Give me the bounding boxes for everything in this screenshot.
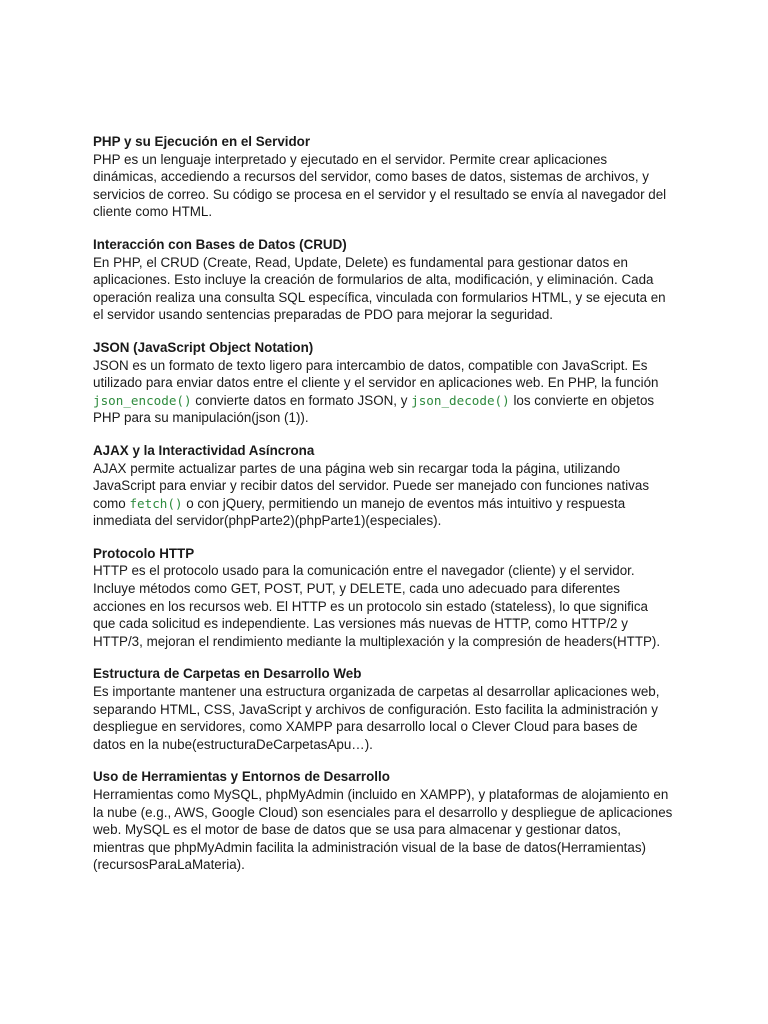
code-fetch: fetch() — [129, 495, 183, 511]
section-heading: Interacción con Bases de Datos (CRUD) — [93, 236, 347, 252]
code-json-decode: json_decode() — [411, 392, 510, 408]
document-page — [93, 133, 673, 889]
section-heading: PHP y su Ejecución en el Servidor — [93, 134, 311, 149]
section-body — [93, 460, 673, 530]
section-body: Herramientas como MySQL, phpMyAdmin (incluido en XAMPP), y plataformas de alojamiento en la nube (e.g., AWS, Google Cloud) son esenciales para el desarrollo y despliegue de aplicaciones web. MySQL es el motor de base de datos que se usa para almacenar y gestionar datos, mientras que phpMyAdmin facilita la administración visual de la base de datos(Herramientas)(recursosParaLaMateria). — [93, 787, 673, 873]
section-http — [93, 545, 673, 651]
section-carpetas — [93, 665, 673, 753]
body-text: los convierte en objetos PHP para su manipulación(json (1)). — [93, 392, 655, 426]
section-body — [93, 357, 673, 427]
section-heading: JSON (JavaScript Object Notation) — [93, 339, 314, 355]
section-json — [93, 339, 673, 427]
section-body: PHP es un lenguaje interpretado y ejecutado en el servidor. Permite crear aplicaciones dinámicas, accediendo a recursos del servidor, como bases de datos, sistemas de archivos, y servicios de correo. Su código se procesa en el servidor y el resultado se envía al navegador del cliente como HTML. — [93, 151, 667, 220]
section-heading: AJAX y la Interactividad Asíncrona — [93, 442, 315, 458]
section-body: En PHP, el CRUD (Create, Read, Update, Delete) es fundamental para gestionar datos en aplicaciones. Esto incluye la creación de formularios de alta, modificación, y eliminación. Cada operación realiza una consulta SQL específica, vinculada con formularios HTML, y se ejecuta en el servidor usando sentencias preparadas de PDO para mejorar la seguridad. — [93, 254, 666, 323]
section-heading: Protocolo HTTP — [93, 545, 195, 561]
section-crud — [93, 236, 673, 324]
section-php-ejecucion — [93, 133, 673, 221]
section-herramientas — [93, 768, 673, 874]
body-text: AJAX permite actualizar partes de una página web sin recargar toda la página, utilizando JavaScript para enviar y recibir datos del servidor. Puede ser manejado con funciones nativas como — [93, 460, 650, 511]
body-text: o con jQuery, permitiendo un manejo de eventos más intuitivo y respuesta inmediata del servidor(phpParte2)(phpParte1)(especiales). — [93, 495, 626, 529]
section-body: HTTP es el protocolo usado para la comunicación entre el navegador (cliente) y el servidor. Incluye métodos como GET, POST, PUT, y DELETE, cada uno adecuado para diferentes acciones en los recursos web. El HTTP es un protocolo sin estado (stateless), lo que significa que cada solicitud es independiente. Las versiones más nuevas de HTTP, como HTTP/2 y HTTP/3, mejoran el rendimiento mediante la multiplexación y la compresión de headers(HTTP). — [93, 563, 661, 649]
section-heading: Uso de Herramientas y Entornos de Desarrollo — [93, 769, 390, 785]
section-ajax — [93, 442, 673, 530]
body-text: JSON es un formato de texto ligero para intercambio de datos, compatible con JavaScript. Es utilizado para enviar datos entre el cliente y el servidor en aplicaciones web. En PHP, la función — [93, 357, 659, 391]
code-json-encode: json_encode() — [93, 392, 192, 408]
body-text: convierte datos en formato JSON, y — [191, 392, 412, 408]
section-body: Es importante mantener una estructura organizada de carpetas al desarrollar aplicaciones web, separando HTML, CSS, JavaScript y archivos de configuración. Esto facilita la administración y despliegue en servidores, como XAMPP para desarrollo local o Clever Cloud para bases de datos en la nube(estructuraDeCarpetasApu…). — [93, 684, 660, 752]
section-heading: Estructura de Carpetas en Desarrollo Web — [93, 666, 362, 682]
